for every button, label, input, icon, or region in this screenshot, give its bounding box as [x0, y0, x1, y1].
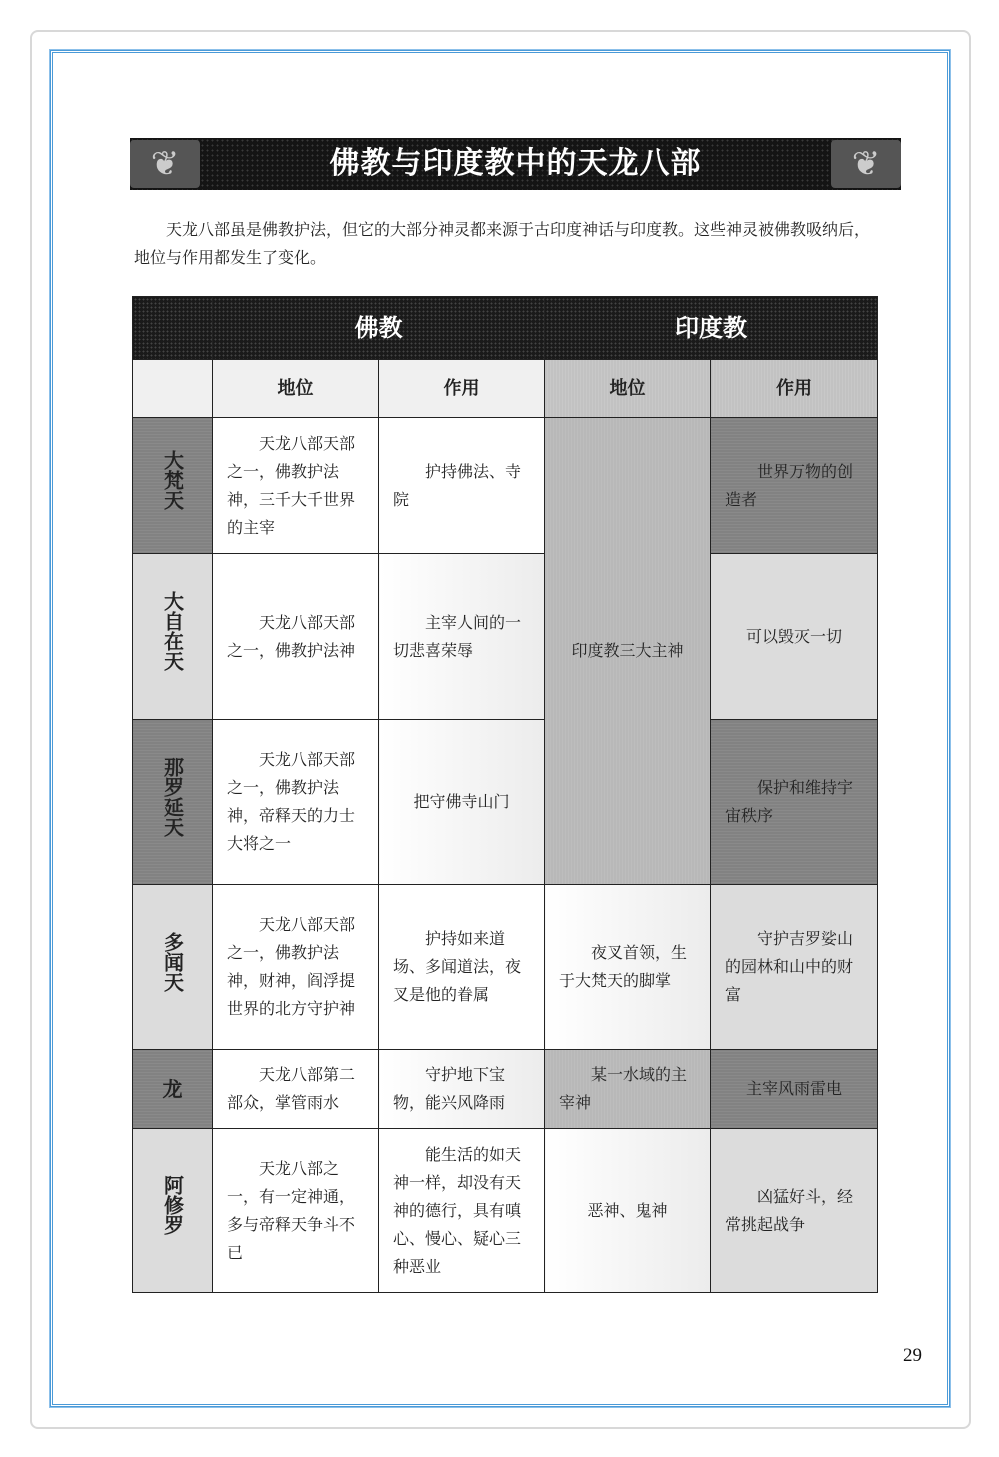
sub-header-hindu-status: 地位	[545, 360, 711, 418]
buddhist-role: 能生活的如天神一样，却没有天神的德行，具有嗔心、慢心、疑心三种恶业	[379, 1129, 545, 1293]
deity-name: 阿修罗	[133, 1129, 213, 1293]
deity-name: 大自在天	[133, 554, 213, 720]
buddhist-status: 天龙八部天部之一，佛教护法神，财神，阎浮提世界的北方守护神	[213, 885, 379, 1050]
sub-header-buddhist-role: 作用	[379, 360, 545, 418]
header-buddhism: 佛教	[213, 297, 545, 360]
header-hinduism: 印度教	[545, 297, 878, 360]
dragon-ornament-icon: ❦	[130, 140, 200, 188]
hindu-status: 恶神、鬼神	[545, 1129, 711, 1293]
table-row	[133, 1050, 878, 1129]
buddhist-status: 天龙八部天部之一，佛教护法神，三千大千世界的主宰	[213, 418, 379, 554]
sub-header-hindu-role: 作用	[711, 360, 878, 418]
buddhist-role: 守护地下宝物，能兴风降雨	[379, 1050, 545, 1129]
buddhist-status: 天龙八部天部之一，佛教护法神，帝释天的力士大将之一	[213, 720, 379, 885]
sub-header-buddhist-status: 地位	[213, 360, 379, 418]
hindu-role: 保护和维持宇宙秩序	[711, 720, 878, 885]
header-corner	[133, 297, 213, 360]
table-row	[133, 554, 878, 720]
page-number: 29	[903, 1345, 922, 1366]
buddhist-role: 护持佛法、寺院	[379, 418, 545, 554]
hindu-role: 主宰风雨雷电	[711, 1050, 878, 1129]
deity-name: 多闻天	[133, 885, 213, 1050]
deity-name: 龙	[133, 1050, 213, 1129]
buddhist-role: 主宰人间的一切悲喜荣辱	[379, 554, 545, 720]
hindu-status: 某一水域的主宰神	[545, 1050, 711, 1129]
buddhist-role: 把守佛寺山门	[379, 720, 545, 885]
sub-header-corner	[133, 360, 213, 418]
hindu-role: 可以毁灭一切	[711, 554, 878, 720]
table-row	[133, 418, 878, 554]
table-row	[133, 885, 878, 1050]
hindu-role: 世界万物的创造者	[711, 418, 878, 554]
group-header-row	[133, 297, 878, 360]
title-banner	[130, 138, 901, 190]
table-row	[133, 720, 878, 885]
hindu-role: 守护吉罗娑山的园林和山中的财富	[711, 885, 878, 1050]
comparison-table	[132, 296, 878, 1293]
deity-name: 大梵天	[133, 418, 213, 554]
page-title: 佛教与印度教中的天龙八部	[329, 146, 702, 181]
intro-paragraph: 天龙八部虽是佛教护法，但它的大部分神灵都来源于古印度神话与印度教。这些神灵被佛教吸纳后，地位与作用都发生了变化。	[134, 220, 871, 267]
buddhist-status: 天龙八部第二部众，掌管雨水	[213, 1050, 379, 1129]
hindu-status-shared: 印度教三大主神	[545, 418, 711, 885]
buddhist-status: 天龙八部之一，有一定神通，多与帝释天争斗不已	[213, 1129, 379, 1293]
table-row	[133, 1129, 878, 1293]
deity-name: 那罗延天	[133, 720, 213, 885]
hindu-status: 夜叉首领，生于大梵天的脚掌	[545, 885, 711, 1050]
dragon-ornament-icon: ❦	[831, 140, 901, 188]
buddhist-status: 天龙八部天部之一，佛教护法神	[213, 554, 379, 720]
hindu-role: 凶猛好斗，经常挑起战争	[711, 1129, 878, 1293]
buddhist-role: 护持如来道场、多闻道法，夜叉是他的眷属	[379, 885, 545, 1050]
sub-header-row	[133, 360, 878, 418]
